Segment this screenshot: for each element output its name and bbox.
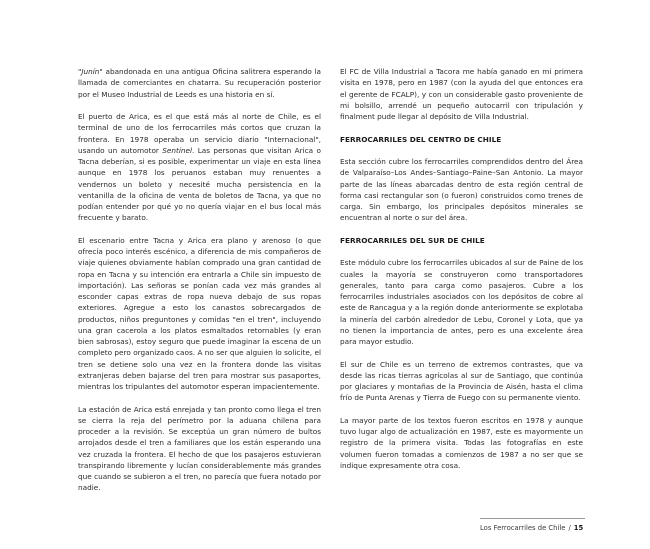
heading-centro: FERROCARRILES DEL CENTRO DE CHILE: [340, 134, 502, 144]
paragraph-text: abandonada en una antigua Oficina salitrera esperando la llamada de comerciantes en chatarra. Su recuperación posterior por el Museo Industrial de Leeds es una historia en sí.: [78, 67, 321, 99]
running-title: Los Ferrocarriles de Chile: [480, 524, 566, 532]
paragraph-texts-note: La mayor parte de los textos fueron escritos en 1978 y aunque tuvo lugar algo de actualización en 1987, este es mayormente un registro de la primera visita. Todas las fotografías en este volumen fueron tomadas a comienzos de 1987 a no ser que se indique expresamente otra cosa.: [340, 415, 583, 470]
paragraph-villa-industrial: El FC de Villa Industrial a Tacora me había ganado en mi primera visita en 1978, pero en 1987 (con la ayuda del que entonces era el gerente de FCALP), y con un considerable gasto proveniente de mi bolsillo, arrendé un pequeño autocarril con tripulación y finalment pude llegar al depósito de Villa Industrial.: [340, 67, 583, 121]
page-footer: [480, 524, 583, 533]
italic-junin: "Junín": [78, 67, 103, 76]
paragraph-tacna-arica-scenery: El escenario entre Tacna y Arica era plano y arenoso (o que ofrecía poco interés escénico, a diferencia de mis compañeros de viaje quienes obviamente habían comprado una gran cantidad de ropa en Tacna y su intención era entrarla a Chile sin impuesto de importación). Las señoras se ponían cada vez más grandes al esconder capas extras de ropa nueva debajo de sus ropas exteriores. Agregue a esto los canastos sobrecargados de productos, niños preguntones y comidas "en el tren", incluyendo una gran cacerola a los platos esmaltados retornables (y eran bien sabrosas), estoy seguro que puede imaginar la escena de un completo pero organizado caos. A no ser que alguien lo solicite, el tren se detiene solo una vez en la frontera donde las visitas extranjeras deben bajarse del tren para mostrar sus pasaportes, mientras los tripulantes del automotor esperan impacientemente.: [78, 235, 321, 391]
left-text-column: [78, 66, 321, 494]
heading-sur: FERROCARRILES DEL SUR DE CHILE: [340, 235, 485, 245]
paragraph-arica-port: [78, 111, 321, 224]
footer-separator: /: [568, 524, 571, 532]
paragraph-arica-station: La estación de Arica está enrejada y tan pronto como llega el tren se cierra la reja del perímetro por la aduana chilena para proceder a la revisión. Se exceptúa un gran número de bultos arrojados desde el tren a familiares que los están esperando una vez cruzada la frontera. El hecho de que los pasajeros estuvieran transpirando libremente y lucían considerablemente más grandes que cuando se subieron a el tren, no parecía que fuera notado por nadie.: [78, 404, 321, 493]
paragraph-sur-module: Este módulo cubre los ferrocarriles ubicados al sur de Paine de los cuales la mayoría se construyeron como transportadores generales, tanto para carga como pasajeros. Cubre a los ferrocarriles industriales asociados con los depósitos de cobre al este de Rancagua y a la región donde anteriormente se explotaba la minería del carbón alrededor de Lebu, Coronel y Lota, que ya no tienen la importancia de antes, pero es una excelente área para mayor estudio.: [340, 258, 583, 346]
right-text-column: [340, 66, 583, 471]
paragraph-text: . Las personas que visitan Arica o Tacna deberían, si es posible, experimentar un viaje en esta línea aunque en 1978 los peruanos estaban muy renuentes a vendernos un boleto y necesité mucha persistencia en la ventanilla de la oficina de venta de boletos de Tacna, ya que no podían entender por qué yo no quería viajar en el bus local más frecuente y barato.: [78, 145, 321, 223]
paragraph-junin: [78, 66, 321, 100]
paragraph-text: El puerto de Arica, es el que está más al norte de Chile, es el terminal de uno de los ferrocarriles más cortos que cruzan la frontera. En 1978 operaba un servicio diario "Internacional", usando un automotor: [78, 112, 321, 155]
page-number: 15: [573, 524, 584, 532]
italic-sentinel: Sentinel: [162, 145, 193, 155]
paragraph-sur-terrain: El sur de Chile es un terreno de extremos contrastes, que va desde las ricas tierras agrícolas al sur de Santiago, que continúa por glaciares y montañas de la Provincia de Aisén, hasta el clima frío de Punta Arenas y Tierra de Fuego con su permanente viento.: [340, 359, 583, 403]
paragraph-centro: Esta sección cubre los ferrocarriles comprendidos dentro del Área de Valparaíso–Los Andes–Santiago–Paine–San Antonio. La mayor parte de las líneas abarcadas dentro de esta región central de forma casi rectangular son (o fueron) construidos como trenes de carga. Sin embargo, los principales depósitos minerales se encuentran al norte o sur del área.: [340, 157, 583, 223]
footer-rule: [480, 518, 585, 519]
